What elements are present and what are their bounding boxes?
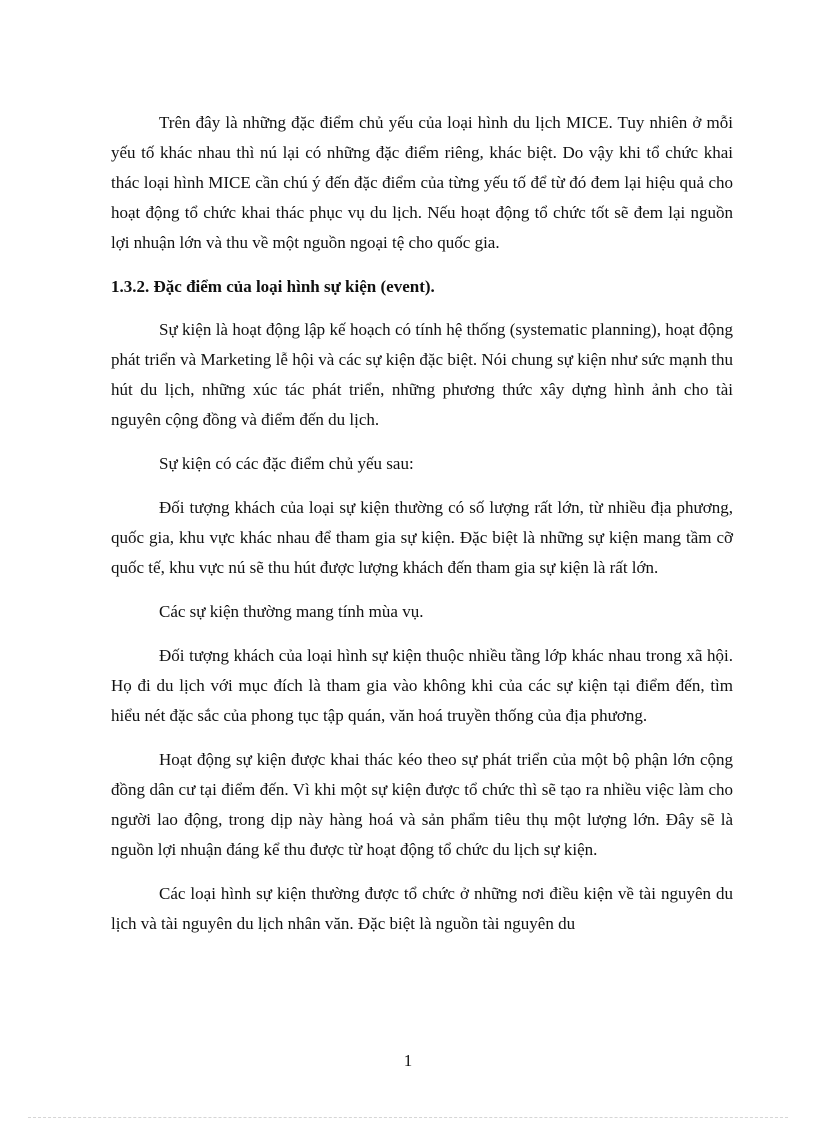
paragraph-mice-summary: Trên đây là những đặc điểm chủ yếu của loại hình du lịch MICE. Tuy nhiên ở mỗi yếu tố khác nhau thì nú lại có những đặc điểm riêng, khác biệt. Do vậy khi tổ chức khai thác loại hình MICE cần chú ý đến đặc điểm của từng yếu tố để từ đó đem lại hiệu quả cho hoạt động tổ chức khai thác phục vụ du lịch. Nếu hoạt động tổ chức tốt sẽ đem lại nguồn lợi nhuận lớn và thu về một nguồn ngoại tệ cho quốc gia. xyxy=(111,113,733,252)
page-bottom-rule xyxy=(28,1117,788,1118)
paragraph-event-features-intro: Sự kiện có các đặc điểm chủ yếu sau: xyxy=(159,454,414,473)
section-heading: 1.3.2. Đặc điểm của loại hình sự kiện (event). xyxy=(111,277,435,296)
paragraph-community-impact: Hoạt động sự kiện được khai thác kéo theo sự phát triển của một bộ phận lớn cộng đồng dân cư tại điểm đến. Vì khi một sự kiện được tổ chức thì sẽ tạo ra nhiều việc làm cho người lao động, trong dịp này hàng hoá và sản phẩm tiêu thụ một lượng lớn. Đây sẽ là nguồn lợi nhuận đáng kể thu được từ hoạt động tổ chức du lịch sự kiện. xyxy=(111,750,733,859)
paragraph-event-definition: Sự kiện là hoạt động lập kế hoạch có tính hệ thống (systematic planning), hoạt động phát triển và Marketing lễ hội và các sự kiện đặc biệt. Nói chung sự kiện như sức mạnh thu hút du lịch, những xúc tác phát triển, những phương thức xây dựng hình ảnh cho tài nguyên cộng đồng và điểm đến du lịch. xyxy=(111,320,733,429)
paragraph-seasonality: Các sự kiện thường mang tính mùa vụ. xyxy=(159,602,424,621)
page-number: 1 xyxy=(403,1051,413,1070)
page-body xyxy=(111,108,733,939)
paragraph-visitor-diversity: Đối tượng khách của loại hình sự kiện thuộc nhiều tầng lớp khác nhau trong xã hội. Họ đi du lịch với mục đích là tham gia vào không khi của các sự kiện tại điểm đến, tìm hiểu nét đặc sắc của phong tục tập quán, văn hoá truyền thống của địa phương. xyxy=(111,646,733,725)
paragraph-visitor-volume: Đối tượng khách của loại sự kiện thường có số lượng rất lớn, từ nhiều địa phương, quốc gia, khu vực khác nhau để tham gia sự kiện. Đặc biệt là những sự kiện mang tầm cỡ quốc tế, khu vực nú sẽ thu hút được lượng khách đến tham gia sự kiện là rất lớn. xyxy=(111,498,733,577)
paragraph-event-locations: Các loại hình sự kiện thường được tổ chức ở những nơi điều kiện về tài nguyên du lịch và tài nguyên du lịch nhân văn. Đặc biệt là nguồn tài nguyên du xyxy=(111,884,733,933)
